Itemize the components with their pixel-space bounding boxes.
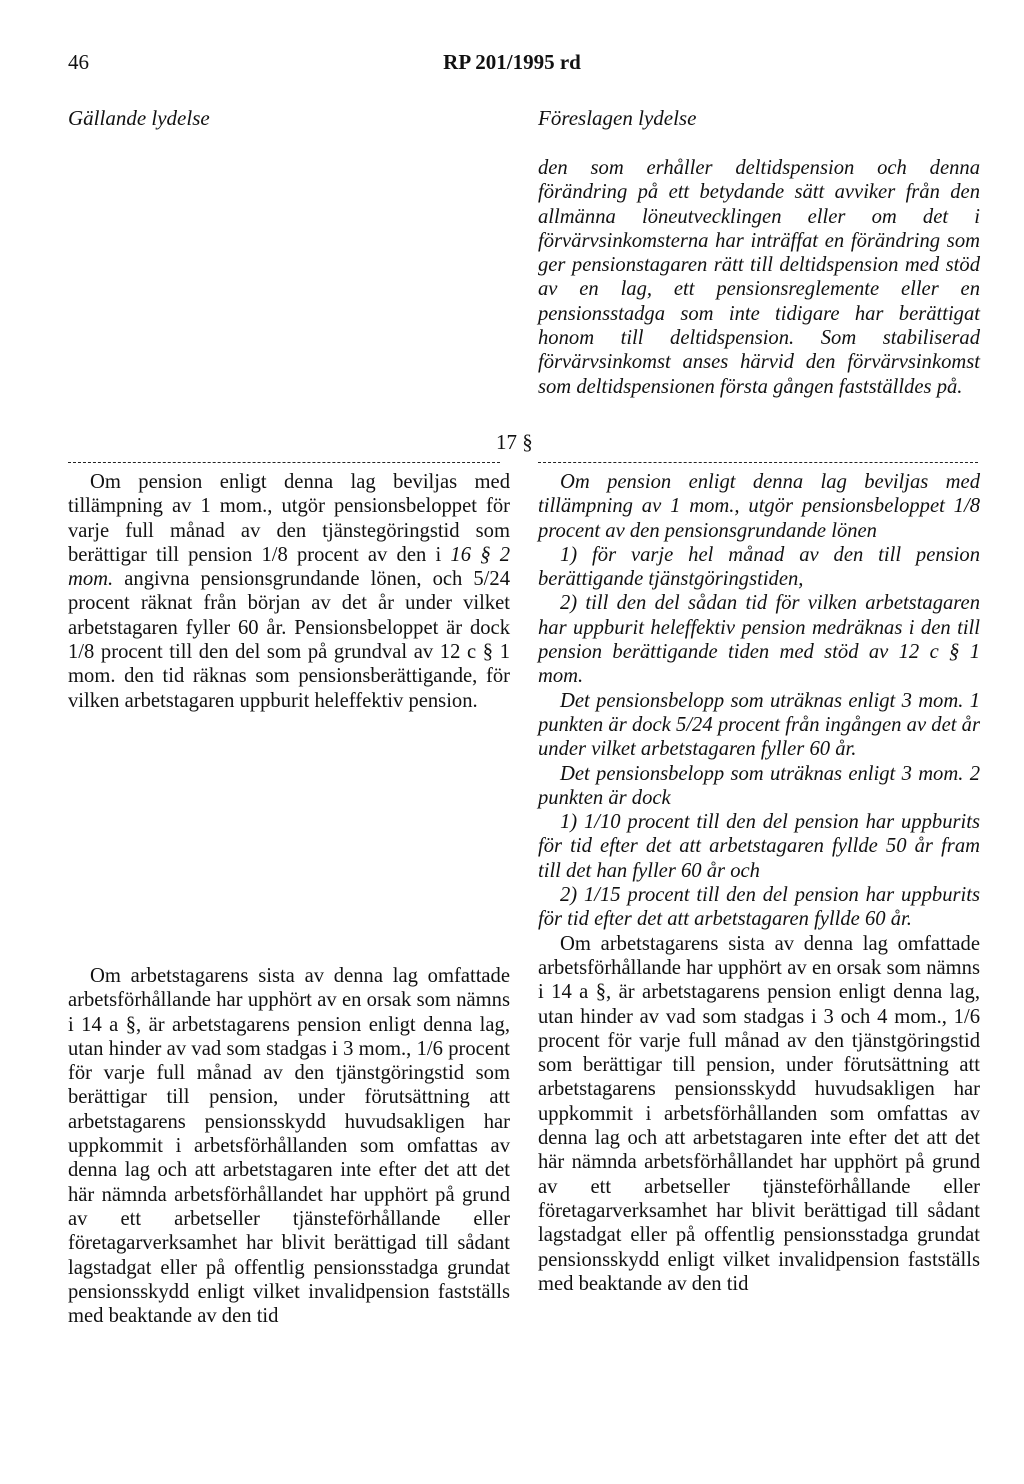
left-paragraph-1 xyxy=(68,470,510,713)
right-intro-paragraph: den som erhåller deltidspension och denna förändring på ett betydande sätt avviker från den allmänna löneutvecklingen eller om det i förvärvsinkomsterna har inträffat en förändring som ger pensionstagaren rätt till deltidspension med stöd av en lag, ett pensionsreglemente eller en pensionsstadga som inte tidigare har berättigat honom till deltidspension. Som stabiliserad förvärvsinkomst anses härvid den förvärvsinkomst som deltidspensionen första gången fastställdes på. xyxy=(538,157,980,398)
left-p1-text-c: angivna pensionsgrundande lönen, och 5/24 procent räknat från början av det år under vilket arbetstagaren fyller 60 år. Pensionsbeloppet är dock 1/8 procent till den del som på grundval av 12 c § 1 mom. den tid räknas som pensionsberättigande, för vilken arbetstagaren uppburit heleffektiv pension. xyxy=(68,568,510,712)
right-paragraph-7: 2) 1/15 procent till den del pension har uppburits för tid efter det att arbetstagaren fyllde 60 år. xyxy=(538,884,980,931)
left-p1-text-a: Om pension enligt denna lag beviljas med tillämpning av 1 mom., utgör pensionsbeloppet för varje full månad av den tjänstegöringstid som berättigar till pension 1/8 procent av den i xyxy=(68,471,510,566)
right-column-section-text xyxy=(538,470,980,1296)
right-column-heading: Föreslagen lydelse xyxy=(538,106,697,130)
left-paragraph-2: Om arbetstagarens sista av denna lag omfattade arbetsförhållande har upphört av en orsak som nämns i 14 a §, är arbetstagarens pension enligt denna lag, utan hinder av vad som stadgas i 3 mom., 1/6 procent för varje full månad av den tjänstgöringstid som berättigar till pension, under förutsättning att arbetstagarens pensionsskydd huvudsakligen har uppkommit i arbetsförhållanden som omfattas av denna lag och att arbetstagaren inte efter det att det här nämnda arbetsförhållandet har upphört på grund av ett arbetseller tjänsteförhållande eller företagarverksamhet har blivit berättigad till sådant lagstadgat eller på offentlig pensionsstadga grundat pensionsskydd enligt vilket invalidpension fastställs med beaktande av den tid xyxy=(68,965,510,1328)
right-intro-block xyxy=(538,156,980,399)
right-paragraph-3: 2) till den del sådan tid för vilken arbetstagaren har uppburit heleffektiv pension medräknas i den till pension berättigande tiden med stöd av 12 c § 1 mom. xyxy=(538,592,980,688)
page-number: 46 xyxy=(68,50,89,74)
omission-line-right xyxy=(538,462,978,463)
omission-line-left xyxy=(68,462,500,463)
right-paragraph-5: Det pensionsbelopp som uträknas enligt 3 mom. 2 punkten är dock xyxy=(538,762,980,809)
left-p1-reference: 16 § 2 mom. xyxy=(68,543,510,591)
right-paragraph-4: Det pensionsbelopp som uträknas enligt 3 mom. 1 punkten är dock 5/24 procent från ingången av det år under vilket arbetstagaren fyller 60 år. xyxy=(538,689,980,761)
right-paragraph-2: 1) för varje hel månad av den till pension berättigande tjänstgöringstiden, xyxy=(538,543,980,591)
left-column-final-text xyxy=(68,964,510,1328)
left-column-section-text xyxy=(68,470,510,713)
right-paragraph-6: 1) 1/10 procent till den del pension har uppburits för tid efter det att arbetstagaren fyllde 50 år fram till det han fyller 60 år och xyxy=(538,811,980,882)
right-paragraph-8: Om arbetstagarens sista av denna lag omfattade arbetsförhållande har upphört av en orsak som nämns i 14 a §, är arbetstagarens pension enligt denna lag, utan hinder av vad som stadgas i 3 och 4 mom., 1/6 procent för varje full månad av den tjänstgöringstid som berättigar till pension, under förutsättning att arbetstagarens pensionsskydd huvudsakligen har uppkommit i arbetsförhållanden som omfattas av denna lag och att arbetstagaren inte efter det att det här nämnda arbetsförhållandet har upphört på grund av ett arbetseller tjänsteförhållande eller företagarverksamhet har blivit berättigad till sådant lagstadgat eller på offentlig pensionsstadga grundat pensionsskydd enligt vilket invalidpension fastställs med beaktande av den tid xyxy=(538,932,980,1295)
left-column-heading: Gällande lydelse xyxy=(68,106,210,130)
right-paragraph-1: Om pension enligt denna lag beviljas med tillämpning av 1 mom., utgör pensionsbeloppet 1/8 procent av den pensionsgrundande lönen xyxy=(538,471,980,542)
document-id: RP 201/1995 rd xyxy=(443,50,581,74)
section-mark: 17 § xyxy=(496,430,533,454)
